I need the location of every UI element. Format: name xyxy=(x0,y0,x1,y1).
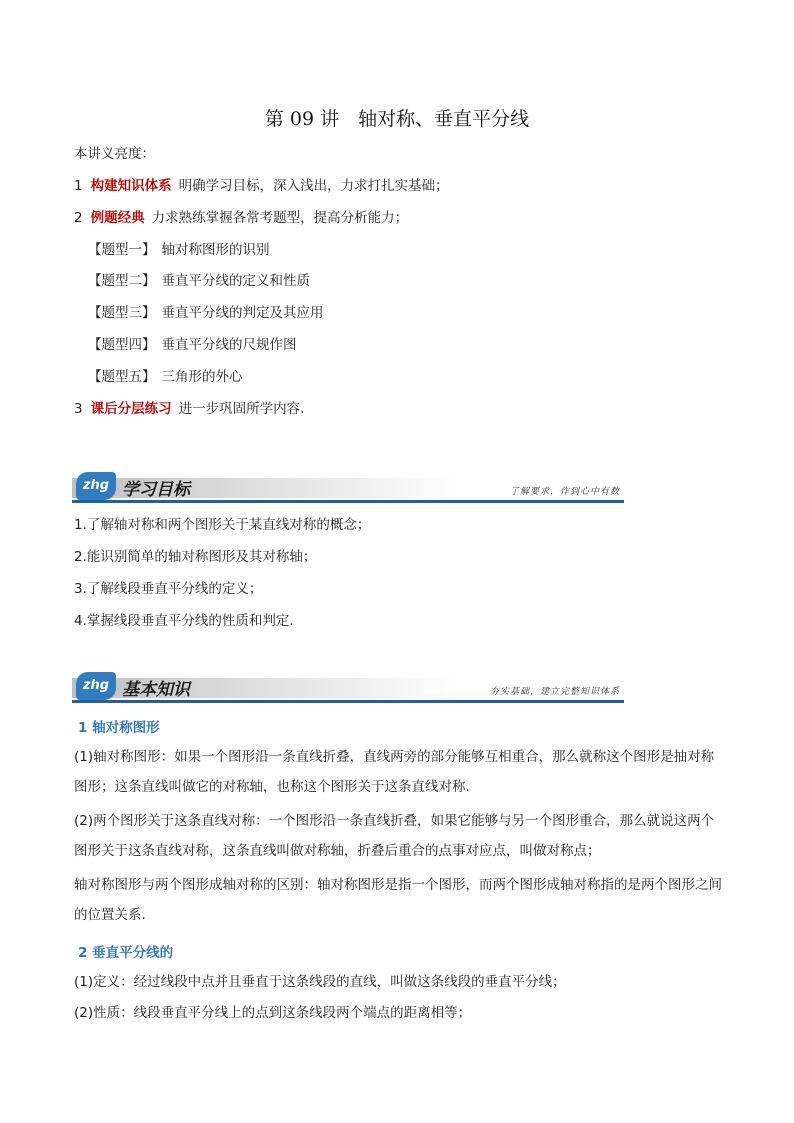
paragraph: (2)性质：线段垂直平分线上的点到这条线段两个端点的距离相等； xyxy=(74,1005,472,1021)
type-tag: 【题型五】 xyxy=(88,369,156,385)
goal-item-4: 4.掌握线段垂直平分线的性质和判定. xyxy=(74,613,294,629)
intro-item-text: 力求熟练掌握各常考题型，提高分析能力； xyxy=(151,210,409,226)
type-tag: 【题型三】 xyxy=(88,305,156,321)
page-title: 第 09 讲 轴对称、垂直平分线 xyxy=(264,108,530,130)
type-item-5 xyxy=(88,367,243,387)
goal-item-3: 3.了解线段垂直平分线的定义； xyxy=(74,581,263,597)
intro-item-highlight: 例题经典 xyxy=(90,210,145,226)
paragraph: (2)两个图形关于这条直线对称：一个图形沿一条直线折叠，如果它能够与另一个图形重合，那么就说这两个图形关于这条直线对称，这条直线叫做对称轴，折叠后重合的点事对应点，叫做对称点； xyxy=(74,813,715,859)
section-banner-goals xyxy=(72,470,624,506)
type-item-4 xyxy=(88,335,297,355)
intro-item-highlight: 构建知识体系 xyxy=(90,178,172,194)
section-banner-knowledge xyxy=(72,670,624,706)
banner-title: 学习目标 xyxy=(122,480,190,500)
type-text: 垂直平分线的判定及其应用 xyxy=(161,305,324,321)
section-heading-perpendicular-bisector: 2 垂直平分线的 xyxy=(78,945,174,961)
banner-underline xyxy=(72,700,624,703)
paragraph: 轴对称图形与两个图形成轴对称的区别：轴对称图形是指一个图形，而两个图形成轴对称指的是两个图形之间的位置关系. xyxy=(74,877,722,923)
intro-item-number: 2 xyxy=(74,210,83,226)
zhg-logo-icon: zhg xyxy=(76,472,116,500)
banner-title: 基本知识 xyxy=(122,680,190,700)
intro-item-text: 明确学习目标，深入浅出，力求打扎实基础； xyxy=(178,178,449,194)
type-text: 轴对称图形的识别 xyxy=(161,242,270,258)
intro-item-text: 进一步巩固所学内容. xyxy=(178,401,305,417)
type-item-2 xyxy=(88,271,310,291)
goal-item-2: 2.能识别简单的轴对称图形及其对称轴； xyxy=(74,549,317,565)
banner-slogan: 夯实基础，建立完整知识体系 xyxy=(489,687,620,697)
type-tag: 【题型一】 xyxy=(88,242,156,258)
type-text: 垂直平分线的尺规作图 xyxy=(161,337,297,353)
section-heading-axial-symmetry: 1 轴对称图形 xyxy=(78,720,160,736)
intro-item-2 xyxy=(74,208,408,228)
type-item-1 xyxy=(88,240,270,260)
type-text: 三角形的外心 xyxy=(161,369,243,385)
intro-item-number: 1 xyxy=(74,178,83,194)
type-item-3 xyxy=(88,303,324,323)
type-tag: 【题型四】 xyxy=(88,337,156,353)
intro-item-3 xyxy=(74,399,304,419)
intro-item-1 xyxy=(74,176,449,196)
paragraph: (1)定义：经过线段中点并且垂直于这条线段的直线，叫做这条线段的垂直平分线； xyxy=(74,974,566,990)
intro-item-number: 3 xyxy=(74,401,83,417)
paragraph: (1)轴对称图形：如果一个图形沿一条直线折叠，直线两旁的部分能够互相重合，那么就称这个图形是抽对称图形；这条直线叫做它的对称轴，也称这个图形关于这条直线对称. xyxy=(74,749,715,795)
zhg-logo-icon: zhg xyxy=(76,672,116,700)
goal-item-1: 1.了解轴对称和两个图形关于某直线对称的概念； xyxy=(74,517,371,533)
type-tag: 【题型二】 xyxy=(88,273,156,289)
banner-slogan: 了解要求，作到心中有数 xyxy=(509,487,620,497)
banner-underline xyxy=(72,500,624,503)
intro-label: 本讲义亮度： xyxy=(74,146,155,162)
intro-item-highlight: 课后分层练习 xyxy=(90,401,172,417)
type-text: 垂直平分线的定义和性质 xyxy=(161,273,310,289)
